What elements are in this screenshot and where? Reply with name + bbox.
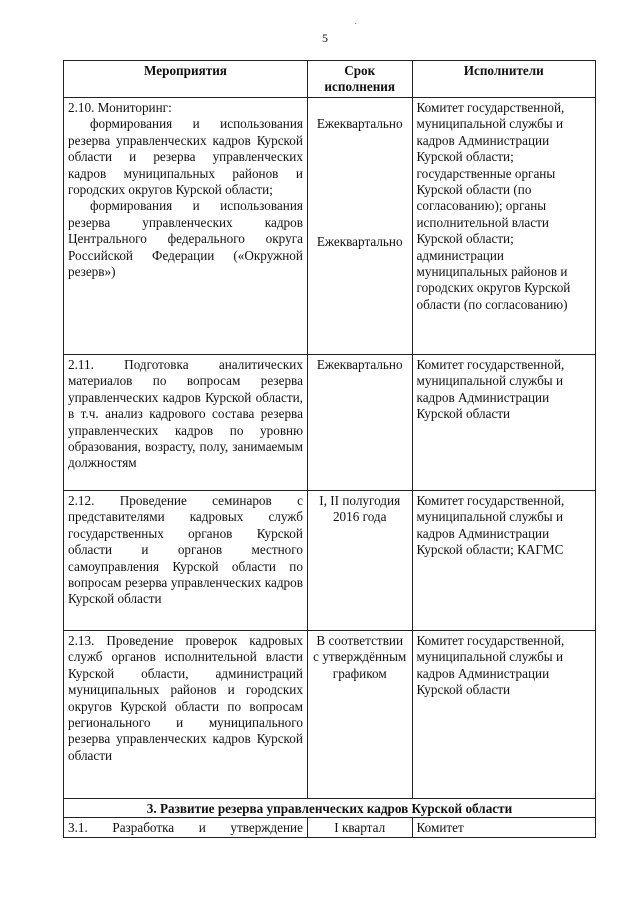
table-row xyxy=(64,98,596,355)
executors-cell: Комитет государственной, муниципальной службы и кадров Администрации Курской области xyxy=(412,631,596,799)
table-row xyxy=(64,818,596,837)
activity-cell xyxy=(64,98,308,355)
section-title: 3. Развитие резерва управленческих кадров Курской области xyxy=(64,799,596,818)
activity-title: 2.10. Мониторинг: xyxy=(68,100,172,115)
term-text: Ежеквартально xyxy=(316,234,403,250)
executors-cell: Комитет государственной, муниципальной службы и кадров Администрации Курской области; государственные органы Курской области (по согласованию); органы исполнительной власти Курской области; администрации муниципальных районов и городских округов Курской области (по согласованию) xyxy=(412,98,596,355)
term-cell: I, II полугодия 2016 года xyxy=(307,491,412,631)
activity-cell: 2.11. Подготовка аналитических материалов по вопросам резерва управленческих кадров Курской области, в т.ч. анализ кадрового состава резерва управленческих кадров по уровню образования, возрасту, полу, занимаемым должностям xyxy=(64,355,308,491)
table-row xyxy=(64,631,596,799)
table-row xyxy=(64,355,596,491)
executors-cell: Комитет xyxy=(412,818,596,837)
executors-cell: Комитет государственной, муниципальной службы и кадров Администрации Курской области xyxy=(412,355,596,491)
term-cell: I квартал xyxy=(307,818,412,837)
section-row xyxy=(64,799,596,818)
term-cell xyxy=(307,98,412,355)
header-deadline: Срок исполнения xyxy=(307,61,412,98)
activity-cell: 2.12. Проведение семинаров с представителями кадровых служб государственных органов Курской области и органов местного самоуправления Курской области по вопросам резерва управленческих кадров Курской области xyxy=(64,491,308,631)
header-activities: Мероприятия xyxy=(64,61,308,98)
table-header-row xyxy=(64,61,596,98)
activities-table xyxy=(63,60,596,838)
term-text: Ежеквартально xyxy=(316,116,403,131)
executors-cell: Комитет государственной, муниципальной службы и кадров Администрации Курской области; КАГМС xyxy=(412,491,596,631)
table-row xyxy=(64,491,596,631)
activity-paragraph: формирования и использования резерва управленческих кадров Центрального федерального округа Российской Федерации («Окружной резерв») xyxy=(68,198,303,280)
activity-cell: 3.1. Разработка и утверждение xyxy=(64,818,308,837)
page-number: 5 xyxy=(322,31,328,45)
activity-paragraph: формирования и использования резерва управленческих кадров Курской области и резерва управленческих кадров муниципальных районов и городских округов Курской области; xyxy=(68,116,303,198)
term-cell: В соответствии с утверждённым графиком xyxy=(307,631,412,799)
activity-cell: 2.13. Проведение проверок кадровых служб органов исполнительной власти Курской области, администраций муниципальных районов и городских округов Курской области по вопросам регионального и муниципального резерва управленческих кадров Курской области xyxy=(64,631,308,799)
term-cell: Ежеквартально xyxy=(307,355,412,491)
scan-speck: ˙ xyxy=(354,22,358,33)
header-executors: Исполнители xyxy=(412,61,596,98)
